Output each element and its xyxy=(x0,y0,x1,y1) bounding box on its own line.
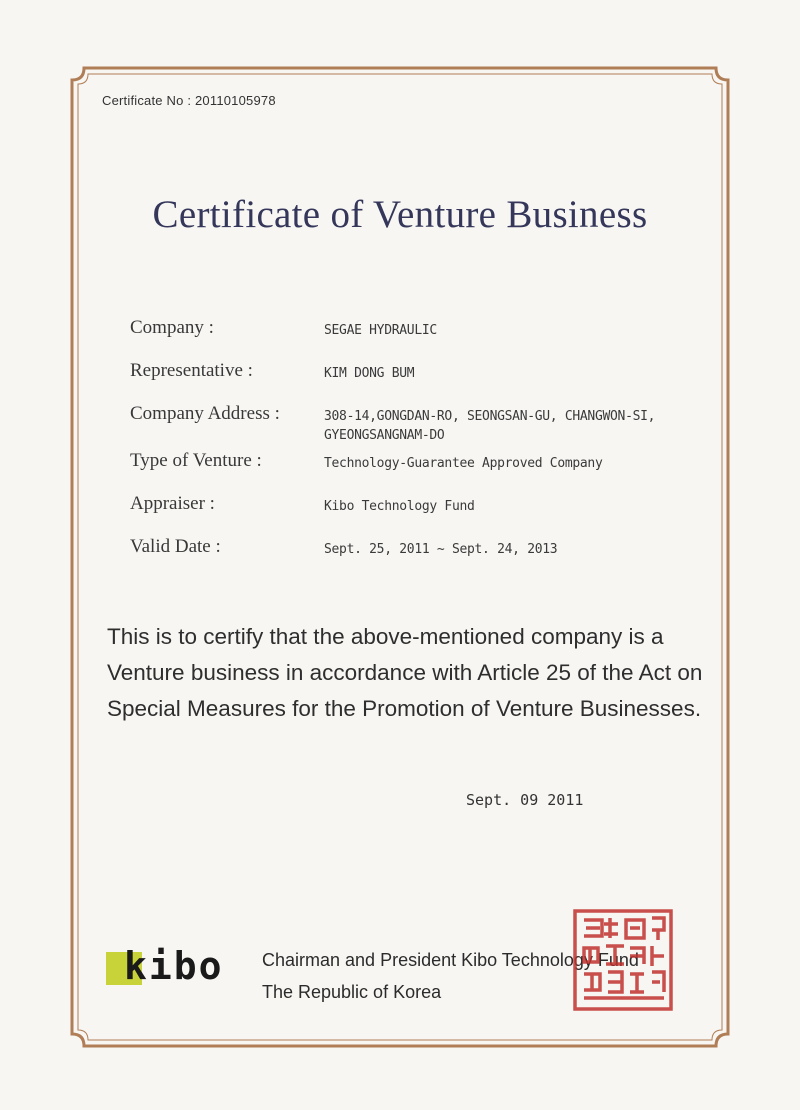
field-value: SEGAE HYDRAULIC xyxy=(324,323,437,338)
issue-date: Sept. 09 2011 xyxy=(466,791,584,809)
field-label: Type of Venture : xyxy=(130,450,262,471)
issuer-title: Chairman and President Kibo Technology Fund xyxy=(262,950,639,970)
certification-statement: This is to certify that the above-mentioned company is a Venture business in accordance with Article 25 of the Act on Special Measures for the Promotion of Venture Businesses. xyxy=(107,624,703,721)
field-label: Valid Date : xyxy=(130,536,221,557)
field-representative xyxy=(130,360,730,403)
field-value: 308-14,GONGDAN-RO, SEONGSAN-GU, CHANGWON-SI, GYEONGSANGNAM-DO xyxy=(324,409,656,443)
field-value: KIM DONG BUM xyxy=(324,366,415,381)
field-company-address xyxy=(130,403,730,450)
logo-text: kibo xyxy=(124,944,224,988)
certificate-number-value: 20110105978 xyxy=(195,93,276,108)
official-seal-stamp xyxy=(572,908,674,1012)
field-company xyxy=(130,317,730,360)
certificate-fields xyxy=(130,317,730,579)
field-value: Sept. 25, 2011 ~ Sept. 24, 2013 xyxy=(324,542,558,557)
field-value: Kibo Technology Fund xyxy=(324,499,475,514)
field-label: Company : xyxy=(130,317,214,338)
certificate-number xyxy=(102,93,276,108)
field-value: Technology-Guarantee Approved Company xyxy=(324,456,603,471)
field-valid-date xyxy=(130,536,730,579)
field-label: Appraiser : xyxy=(130,493,215,514)
field-label: Representative : xyxy=(130,360,253,381)
kibo-logo xyxy=(106,946,246,986)
field-type-of-venture xyxy=(130,450,730,493)
field-appraiser xyxy=(130,493,730,536)
issuer-country: The Republic of Korea xyxy=(262,982,442,1002)
certificate-number-label: Certificate No : xyxy=(102,93,192,108)
field-label: Company Address : xyxy=(130,403,280,424)
certificate-title: Certificate of Venture Business xyxy=(152,193,648,236)
